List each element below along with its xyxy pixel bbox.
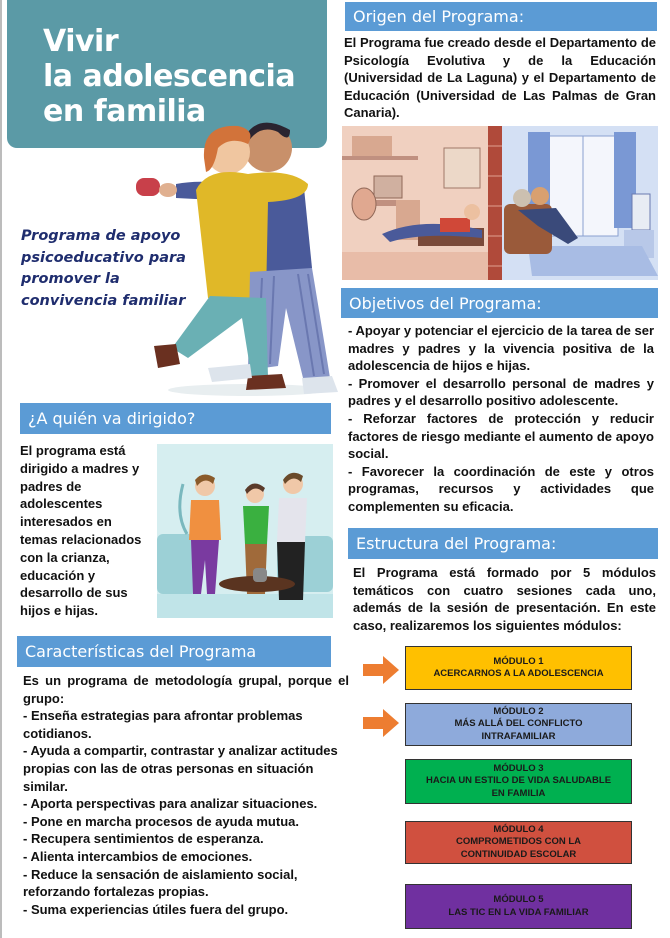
title-line-1: Vivir	[43, 24, 119, 59]
module-label: MÓDULO 1	[493, 655, 544, 667]
origen-heading	[345, 2, 657, 31]
dirigido-heading-text: ¿A quién va dirigido?	[28, 409, 196, 428]
caracteristica-item: - Enseña estrategias para afrontar problemas cotidianos.	[23, 708, 303, 741]
dirigido-text	[20, 442, 160, 620]
objetivos-list	[348, 322, 654, 516]
arrow-icon-module-1	[363, 656, 399, 684]
tagline-line: Programa de apoyo	[21, 228, 181, 244]
module-title: ACERCARNOS A LA ADOLESCENCIA	[433, 668, 604, 679]
objetivo-item: - Apoyar y potenciar el ejercicio de la tarea de ser madres y padres y la vivencia positiva de la adolescencia de hijos e hijas.	[348, 323, 654, 374]
objetivo-item: - Promover el desarrollo personal de madres y padres y el desarrollo positivo adolescente.	[348, 375, 654, 409]
caracteristicas-intro: Es un programa de metodología grupal, porque el grupo:	[23, 673, 349, 706]
dirigido-line: adolescentes	[20, 496, 103, 512]
caracteristica-item: - Aporta perspectivas para analizar situaciones.	[23, 796, 318, 812]
title-line-2: la adolescencia	[43, 59, 296, 94]
dirigido-line: hijos e hijas.	[20, 603, 99, 619]
arrow-icon-module-2	[363, 709, 399, 737]
caracteristica-item: - Ayuda a compartir, contrastar y analizar actitudes propias con las de otras personas en situación similar.	[23, 743, 338, 794]
origen-text: El Programa fue creado desde el Departamento de Psicología Evolutiva y de la Educación (Universidad de La Laguna) y el Departamento de Educación (Universidad de Las Palmas de Gran Canaria).	[344, 35, 656, 121]
caracteristicas-list	[23, 672, 349, 918]
caracteristicas-heading	[17, 636, 331, 667]
caracteristica-item: - Suma experiencias útiles fuera del grupo.	[23, 901, 289, 917]
tagline-line: psicoeducativo para	[21, 249, 186, 266]
objetivo-item: - Reforzar factores de protección y reducir factores de riesgo mediante el aumento de apoyo social.	[348, 410, 654, 462]
module-5-box	[405, 884, 632, 929]
module-3-box	[405, 759, 632, 804]
caracteristica-item: - Recupera sentimientos de esperanza.	[23, 831, 264, 847]
page-edge	[0, 0, 2, 938]
module-title: LAS TIC EN LA VIDA FAMILIAR	[448, 906, 589, 918]
rooms-illustration	[342, 126, 658, 280]
dirigido-line: con la crianza,	[20, 549, 110, 565]
estructura-text: El Programa está formado por 5 módulos temáticos con cuatro sesiones cada uno, además de la sesión de presentación. En este caso, realizaremos los siguientes módulos:	[353, 565, 656, 633]
dirigido-line: padres de	[20, 478, 82, 494]
module-1-box	[405, 646, 632, 690]
caracteristicas-heading-text: Características del Programa	[25, 642, 257, 661]
tagline-line: promover la	[21, 271, 120, 287]
family-living-room-illustration	[157, 444, 333, 618]
dirigido-line: desarrollo de sus	[20, 585, 128, 601]
program-tagline	[21, 226, 191, 312]
module-label: MÓDULO 5	[493, 894, 544, 905]
dirigido-line: interesados en	[20, 514, 112, 530]
caracteristica-item: - Reduce la sensación de aislamiento social, reforzando fortalezas propias.	[23, 866, 298, 900]
tagline-line: convivencia familiar	[21, 292, 186, 309]
module-title: COMPROMETIDOS CON LA CONTINUIDAD ESCOLAR	[455, 836, 582, 860]
objetivo-item: - Favorecer la coordinación de este y otros programas, recursos y actividades que complementen su eficacia.	[348, 463, 654, 514]
estructura-heading-text: Estructura del Programa:	[356, 534, 557, 553]
dirigido-line: dirigido a madres y	[20, 460, 140, 476]
dirigido-line: El programa está	[20, 443, 126, 458]
module-2-box	[405, 703, 632, 746]
module-label: MÓDULO 4	[493, 823, 544, 835]
objetivos-heading-text: Objetivos del Programa:	[349, 293, 542, 313]
dirigido-line: educación y	[20, 567, 96, 583]
module-label: MÓDULO 2	[493, 705, 544, 717]
objetivos-heading	[341, 288, 658, 318]
dirigido-line: temas relacionados	[20, 531, 142, 547]
dirigido-heading	[20, 403, 331, 434]
origen-heading-text: Origen del Programa:	[353, 7, 525, 26]
estructura-heading	[348, 528, 658, 559]
module-label: MÓDULO 3	[493, 762, 544, 774]
module-4-box	[405, 821, 632, 864]
module-title: HACIA UN ESTILO DE VIDA SALUDABLE EN FAMILIA	[425, 775, 612, 799]
caracteristica-item: - Pone en marcha procesos de ayuda mutua.	[23, 813, 299, 829]
module-title: MÁS ALLÁ DEL CONFLICTO INTRAFAMILIAR	[454, 718, 583, 742]
caracteristica-item: - Alienta intercambios de emociones.	[23, 848, 253, 864]
title-line-3: en familia	[43, 94, 206, 129]
